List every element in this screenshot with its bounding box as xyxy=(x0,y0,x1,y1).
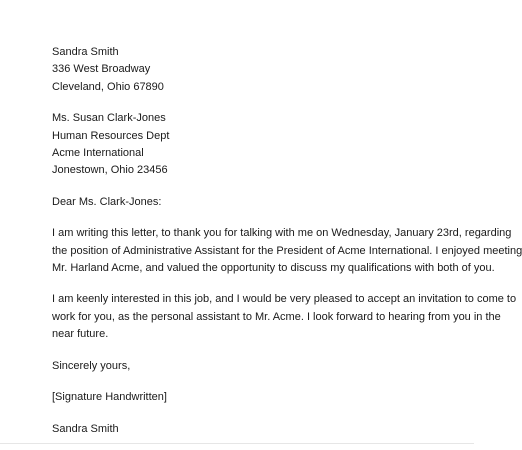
paragraph-2-line: work for you, as the personal assistant to Mr. Acme. I look forward to hearing from you in the xyxy=(52,310,501,323)
signer-name: Sandra Smith xyxy=(52,422,119,435)
recipient-department: Human Resources Dept xyxy=(52,129,170,142)
sender-name: Sandra Smith xyxy=(52,46,119,58)
paragraph-1-line: the position of Administrative Assistant for the President of Acme International. I enjoyed meeting xyxy=(52,244,522,257)
sender-street: 336 West Broadway xyxy=(52,63,151,76)
closing: Sincerely yours, xyxy=(52,359,131,372)
recipient-company: Acme International xyxy=(52,147,144,160)
paragraph-1-line: I am writing this letter, to thank you for talking with me on Wednesday, January 23rd, regarding xyxy=(52,227,512,240)
paragraph-2-line: near future. xyxy=(52,328,109,341)
paragraph-2 xyxy=(52,291,517,343)
salutation: Dear Ms. Clark-Jones: xyxy=(52,195,162,208)
page-bottom-divider xyxy=(0,443,474,444)
recipient-city: Jonestown, Ohio 23456 xyxy=(52,164,168,177)
recipient-name: Ms. Susan Clark-Jones xyxy=(52,112,166,125)
signature-placeholder: [Signature Handwritten] xyxy=(52,391,167,404)
paragraph-1-line: Mr. Harland Acme, and valued the opportunity to discuss my qualifications with both of you. xyxy=(52,262,495,275)
sender-address xyxy=(52,44,452,96)
recipient-address xyxy=(52,110,452,180)
paragraph-1 xyxy=(52,225,522,277)
letter-body xyxy=(52,44,522,438)
paragraph-2-line: I am keenly interested in this job, and I would be very pleased to accept an invitation to come to xyxy=(52,293,517,306)
sender-city: Cleveland, Ohio 67890 xyxy=(52,80,164,93)
